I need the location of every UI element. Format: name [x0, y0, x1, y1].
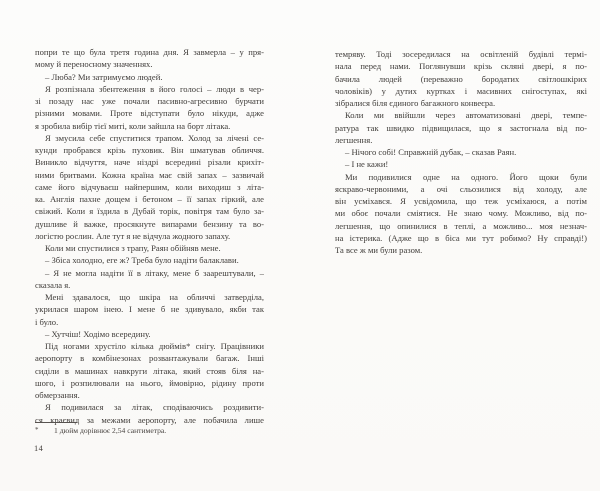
page-left-text — [35, 46, 264, 426]
text-line: логістю рослин. Але тут я не відчула жодного запаху. — [35, 230, 231, 241]
text-line: сиділи в машинах навкруги літака, який стояв біля на- — [35, 365, 264, 376]
text-line: ка. Англія пахне дощем і бетоном – її запах гіркий, але — [35, 194, 264, 204]
text-line: бачила людей (переважно бородатих світлошкірих — [335, 73, 587, 84]
text-line: легшення. — [335, 134, 373, 145]
text-line: чоловіків) у дутих куртках і масивних снігоступах, які — [335, 85, 587, 96]
text-line: мому й переносному значеннях. — [35, 59, 153, 70]
text-line: сказала я. — [35, 279, 71, 290]
text-line: кунди пробрався крізь пуховик. Він шматував обличчя. — [35, 145, 264, 155]
page-right-text — [335, 48, 587, 256]
text-line: я зробила вибір тієї миті, коли зайшла на борт літака. — [35, 120, 231, 131]
footnote-marker: * — [35, 426, 39, 434]
text-line: Та все ж ми були разом. — [335, 245, 423, 255]
text-line: – Нічого собі! Справжній дубак, – сказав Раян. — [345, 147, 517, 157]
text-line: Виникло відчуття, наче ніздрі всередині різали крихіт- — [35, 157, 264, 168]
text-line: Я розпізнала збентеження в його голосі – люди в чер- — [45, 83, 264, 94]
text-line: Під ногами хрустіло кілька дюймів* снігу. Працівники — [45, 341, 264, 351]
text-line: ми обоє почали сміятися. Не знаю чому. Можливо, від по- — [335, 208, 587, 219]
text-line: – Люба? Ми затримуємо людей. — [45, 71, 163, 82]
text-line: – Я не могла надіти її в літаку, мене б заарештували, – — [45, 267, 264, 278]
footnote-text: 1 дюйм дорівнює 2,54 сантиметра. — [54, 426, 167, 435]
text-line: – І не кажи! — [345, 159, 389, 170]
footnote-separator — [35, 422, 77, 423]
text-line: на істерика. (Адже що в біса ми тут робимо? Ну справді!) — [335, 232, 587, 243]
text-line: Мені здавалося, що шкіра на обличчі затверділа, — [45, 292, 264, 302]
text-line: душливе й важке, просякнуте випарами бензину та во- — [35, 218, 264, 229]
text-line: Коли ми спустилися з трапу, Раян обійняв мене. — [45, 243, 221, 253]
text-line: Коли ми ввійшли через автоматизовані двері, темпе- — [345, 110, 587, 121]
text-line: ратура так швидко підвищилася, що я застогнала від по- — [335, 122, 587, 133]
text-line: попри те що була третя година дня. Я завмерла – у пря- — [35, 47, 264, 57]
text-line: аеропорту в комбінезонах розвантажували багаж. Інші — [35, 353, 264, 364]
text-line: свіжий. Коли я їздила в Дубай торік, повітря там було за- — [35, 206, 264, 217]
text-line: нала перед нами. Поглянувши крізь скляні двері, я по- — [335, 61, 587, 72]
text-line: саме його відчуваєш найпершим, коли виходиш з літа- — [35, 181, 264, 192]
text-line: темряву. Тоді зосередилася на освітленій будівлі термі- — [335, 49, 587, 59]
footnote — [35, 426, 264, 435]
text-line: легшення, що опинилися в теплі, а можливо... моя незнач- — [335, 220, 587, 231]
text-line: зі позаду нас уже почали пасивно-агресивно бурчати — [35, 96, 264, 106]
text-line: ними бритвами. Кожна країна має свій запах – зазвичай — [35, 169, 264, 180]
text-line: укрилася шаром інею. І мене б не здивувало, якби так — [35, 304, 264, 315]
text-line: Я змусила себе спуститися трапом. Холод за лічені се- — [45, 132, 264, 143]
text-line: шого, і розпилювали на нього, ймовірно, рідину проти — [35, 377, 264, 388]
text-line: він усміхався. Я усвідомила, що теж усміхаюся, а потім — [335, 196, 587, 206]
page-number: 14 — [34, 444, 44, 453]
text-line: зібралися біля єдиного багажного конвеєра. — [335, 98, 496, 108]
text-line: обмерзання. — [35, 390, 80, 400]
text-line: – Хутчіш! Ходімо всередину. — [45, 328, 151, 339]
text-line: – Збіса холодно, еге ж? Треба було надіти балаклави. — [45, 255, 239, 266]
text-line: ся краєвид за межами аеропорту, але побачила лише — [35, 414, 264, 425]
text-line: Ми подивилися одне на одного. Його щоки були — [345, 171, 587, 182]
text-line: різними мовами. Проте відступати було нікуди, адже — [35, 108, 264, 119]
text-line: і було. — [35, 316, 59, 327]
text-line: яскраво-червоними, а очі сльозилися від холоду, але — [335, 183, 587, 194]
text-line: Я подивилася за літак, сподіваючись роздивити- — [45, 402, 264, 413]
